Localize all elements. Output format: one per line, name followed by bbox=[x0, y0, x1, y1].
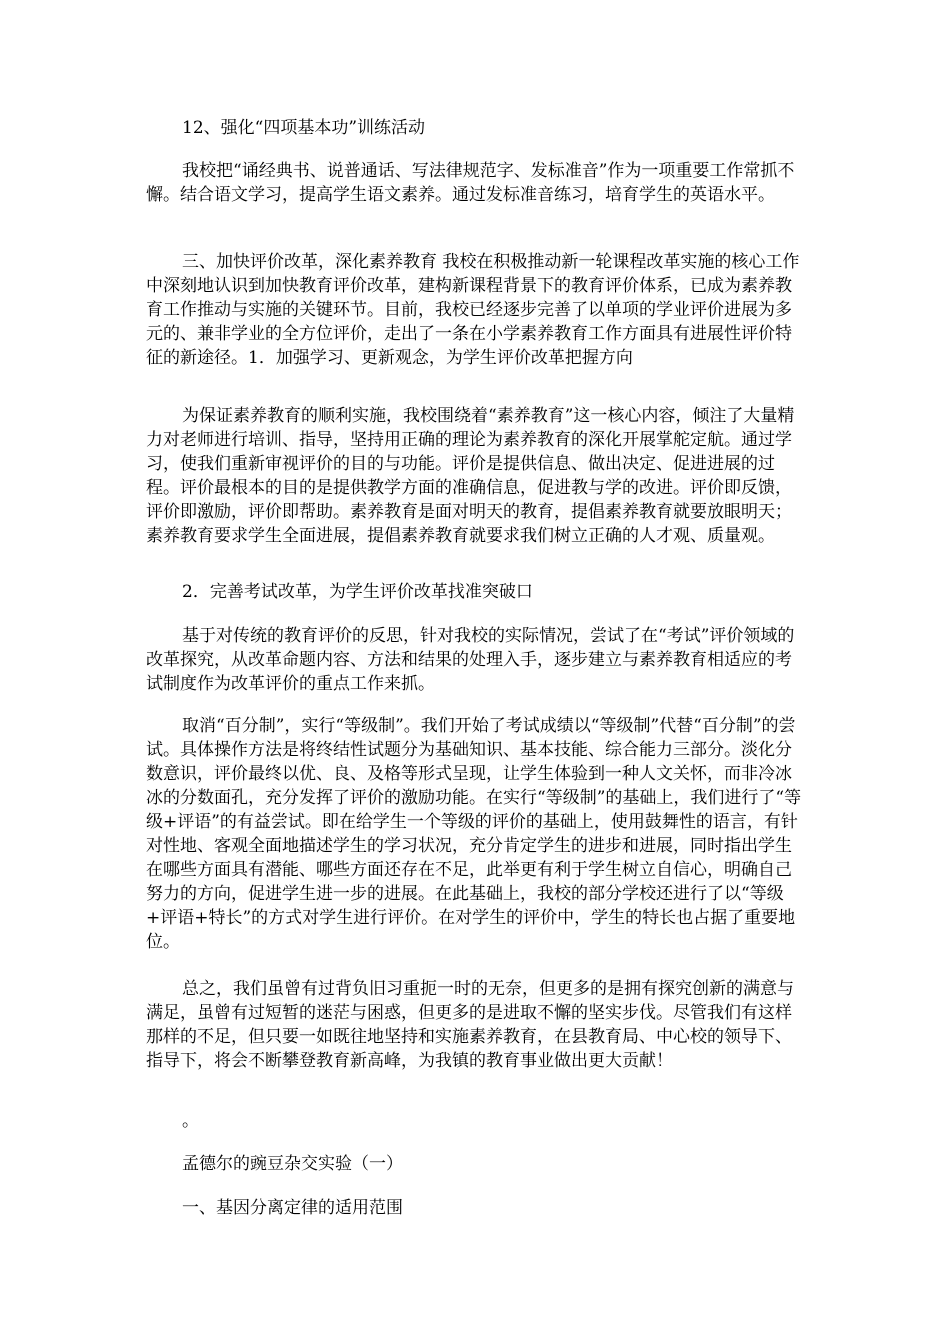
section-heading-mendel: 孟德尔的豌豆杂交实验（一） bbox=[182, 1154, 403, 1174]
paragraph-grading-system: 取消“百分制”，实行“等级制”。我们开始了考试成绩以“等级制”代替“百分制”的尝试。具体操作方法是将终结性试题分为基础知识、基本技能、综合能力三部分。淡化分数意识，评价最终以优、良、及格等形式呈现，让学生体验到一种人文关怀，而非冷冰冰的分数面孔，充分发挥了评价的激励功能。在实行“等级制”的基础上，我们进行了“等级+评语”的有益尝试。即在给学生一个等级的评价的基础上，使用鼓舞性的语言，有针对性地、客观全面地描述学生的学习状况，充分肯定学生的进步和进展，同时指出学生在哪些方面具有潜能、哪些方面还存在不足，此举更有利于学生树立自信心，明确自己努力的方向，促进学生进一步的进展。在此基础上，我校的部分学校还进行了以“等级+评语+特长”的方式对学生进行评价。在对学生的评价中，学生的特长也占据了重要地位。 bbox=[146, 716, 802, 952]
section-heading-gene-law: 一、基因分离定律的适用范围 bbox=[182, 1198, 403, 1218]
section-heading-four-skills: 12、强化“四项基本功”训练活动 bbox=[182, 118, 426, 138]
paragraph-period: 。 bbox=[182, 1111, 199, 1131]
paragraph-quality-education: 为保证素养教育的顺利实施，我校围绕着“素养教育”这一核心内容，倾注了大量精力对老师进行培训、指导，坚持用正确的理论为素养教育的深化开展掌舵定航。通过学习，使我们重新审视评价的目的与功能。评价是提供信息、做出决定、促进进展的过程。评价最根本的目的是提供教学方面的准确信息，促进教与学的改进。评价即反馈，评价即激励，评价即帮助。素养教育是面对明天的教育，提倡素养教育就要放眼明天；素养教育要求学生全面进展，提倡素养教育就要求我们树立正确的人才观、质量观。 bbox=[146, 406, 795, 546]
paragraph-exam-reflection: 基于对传统的教育评价的反思，针对我校的实际情况，尝试了在“考试”评价领域的改革探究，从改革命题内容、方法和结果的处理入手，逐步建立与素养教育相适应的考试制度作为改革评价的重点工作来抓。 bbox=[146, 626, 795, 694]
section-heading-exam-reform: 2．完善考试改革，为学生评价改革找准突破口 bbox=[182, 582, 533, 602]
paragraph-conclusion: 总之，我们虽曾有过背负旧习重扼一时的无奈，但更多的是拥有探究创新的满意与满足，虽曾有过短暂的迷茫与困惑，但更多的是进取不懈的坚实步伐。尽管我们有这样那样的不足，但只要一如既往地坚持和实施素养教育，在县教育局、中心校的领导下、指导下，将会不断攀登教育新高峰，为我镇的教育事业做出更大贡献！ bbox=[146, 979, 794, 1071]
paragraph-evaluation-reform: 三、加快评价改革，深化素养教育 我校在积极推动新一轮课程改革实施的核心工作中深刻地认识到加快教育评价改革，建构新课程背景下的教育评价体系，已成为素养教育工作推动与实施的关键环节。目前，我校已经逐步完善了以单项的学业评价进展为多元的、兼非学业的全方位评价，走出了一条在小学素养教育工作方面具有进展性评价特征的新途径。1．加强学习、更新观念，为学生评价改革把握方向 bbox=[146, 252, 800, 368]
paragraph-four-skills: 我校把“诵经典书、说普通话、写法律规范字、发标准音”作为一项重要工作常抓不懈。结合语文学习，提高学生语文素养。通过发标准音练习，培育学生的英语水平。 bbox=[146, 161, 795, 205]
